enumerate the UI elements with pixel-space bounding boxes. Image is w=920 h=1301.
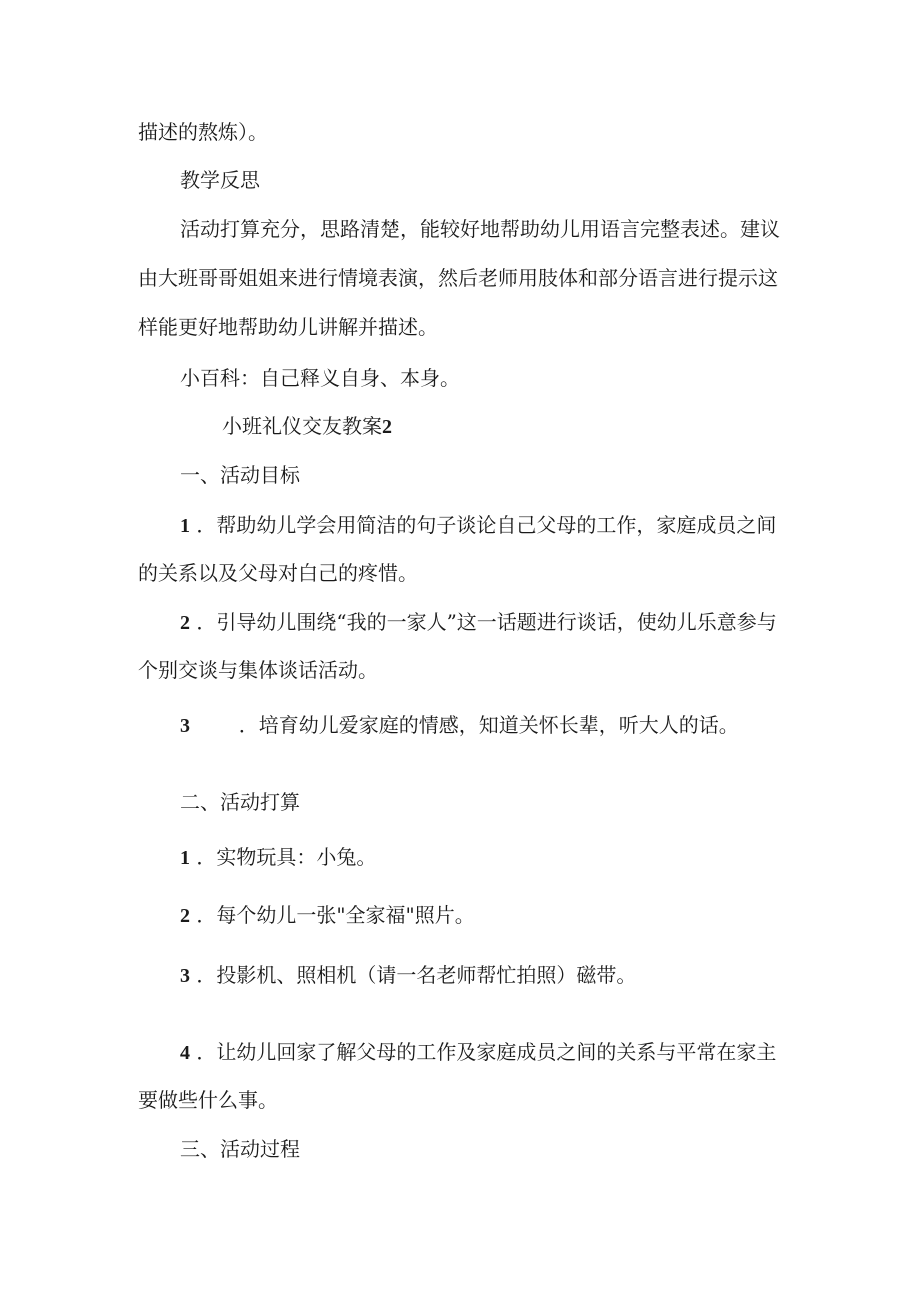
list-number: 1 <box>180 515 190 537</box>
list-text-continuation: 要做些什么事。 <box>138 1088 278 1112</box>
list-item <box>180 511 776 540</box>
list-number: 2 <box>180 612 190 634</box>
paragraph-line: 由大班哥哥姐姐来进行情境表演，然后老师用肢体和部分语言进行提示这 <box>138 266 778 290</box>
list-item <box>180 711 739 740</box>
list-text: ．让幼儿回家了解父母的工作及家庭成员之间的关系与平常在家主 <box>196 1040 777 1064</box>
section-heading-preparation: 二、活动打算 <box>180 790 300 814</box>
list-text-continuation: 的关系以及父母对白己的疼惜。 <box>138 561 418 585</box>
list-text: ．培育幼儿爱家庭的情感，知道关怀长辈，听大人的话。 <box>238 713 739 737</box>
list-text-continuation: 个别交谈与集体谈话活动。 <box>138 658 378 682</box>
lesson-title-text: 小班礼仪交友教案 <box>222 414 382 438</box>
encyclopedia-note: 小百科：自己释义自身、本身。 <box>180 366 460 390</box>
lesson-title-number: 2 <box>382 416 392 438</box>
list-item <box>180 901 475 930</box>
list-item <box>180 1038 776 1067</box>
list-text: ．每个幼儿一张"全家福"照片。 <box>196 903 475 927</box>
paragraph-line: 活动打算充分，思路清楚，能较好地帮助幼儿用语言完整表述。建议 <box>180 217 780 241</box>
list-number: 4 <box>180 1042 190 1064</box>
list-number: 3 <box>180 715 190 737</box>
list-text: ．投影机、照相机（请一名老师帮忙拍照）磁带。 <box>196 963 637 987</box>
list-number: 1 <box>180 847 190 869</box>
list-text: ．帮助幼儿学会用简洁的句子谈论自己父母的工作，家庭成员之间 <box>196 513 777 537</box>
list-item <box>180 961 636 990</box>
list-text: ．引导幼儿围绕“我的一家人”这一话题进行谈话，使幼儿乐意参与 <box>196 610 777 634</box>
list-number: 3 <box>180 965 190 987</box>
list-item <box>180 843 376 872</box>
paragraph-line: 样能更好地帮助幼儿讲解并描述。 <box>138 315 438 339</box>
list-item <box>180 608 777 637</box>
list-text: ．实物玩具：小兔。 <box>196 845 377 869</box>
section-heading-process: 三、活动过程 <box>180 1137 300 1161</box>
text-line: 描述的熬炼）。 <box>138 120 268 144</box>
section-heading-goals: 一、活动目标 <box>180 463 300 487</box>
section-heading-reflection: 教学反思 <box>180 168 260 192</box>
list-number: 2 <box>180 905 190 927</box>
lesson-title <box>222 412 392 441</box>
